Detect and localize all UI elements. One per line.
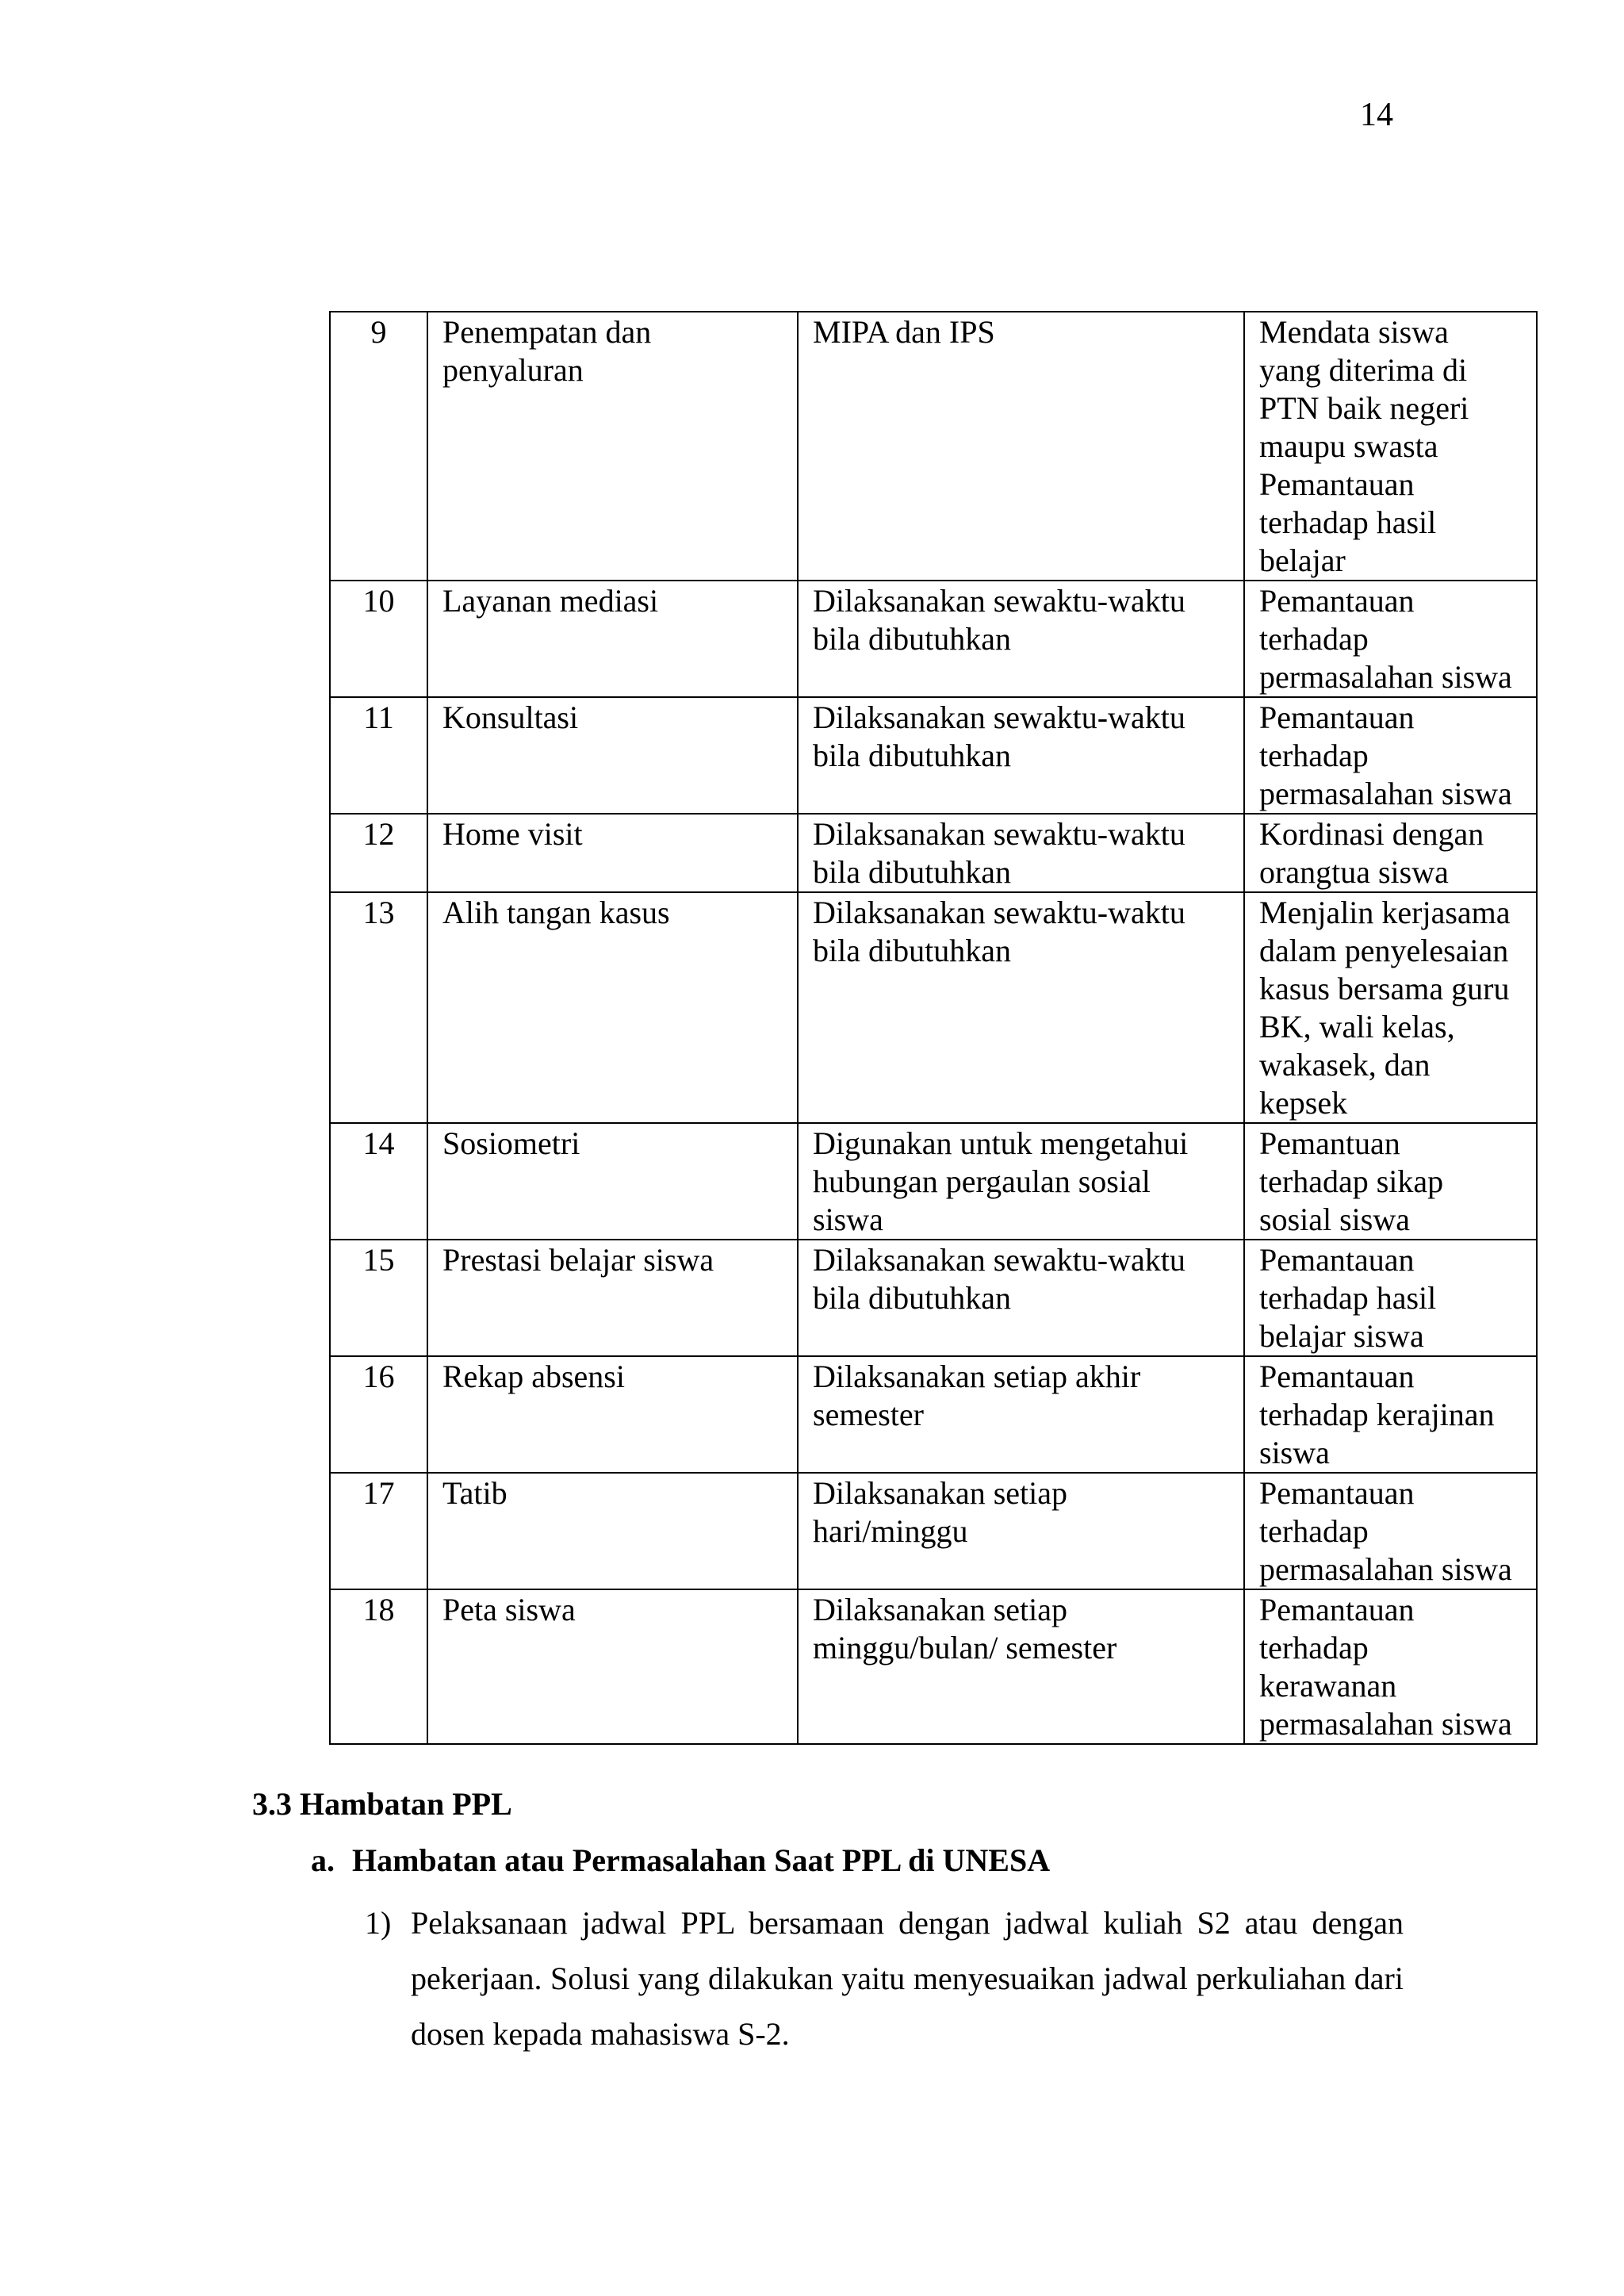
cell-number: 13	[330, 892, 427, 1123]
cell-line: Rekap absensi	[442, 1359, 625, 1394]
cell-line: permasalahan siswa	[1259, 1706, 1512, 1742]
cell-line: bila dibutuhkan	[813, 738, 1011, 773]
section-heading: 3.3 Hambatan PPL	[252, 1786, 512, 1822]
table-row	[330, 1123, 1537, 1240]
cell-line: belajar	[1259, 542, 1346, 578]
cell-line: Dilaksanakan sewaktu-waktu	[813, 816, 1185, 852]
cell-line: Dilaksanakan setiap	[813, 1592, 1067, 1627]
cell-line: Mendata siswa	[1259, 314, 1449, 350]
list-item-text: Pelaksanaan jadwal PPL bersamaan dengan jadwal kuliah S2 atau dengan pekerjaan. Solusi yang dilakukan yaitu menyesuaikan jadwal perkuliahan dari dosen kepada mahasiswa S-2.	[411, 1905, 1404, 2052]
table-row	[330, 581, 1537, 697]
cell-line: wakasek, dan	[1259, 1047, 1431, 1083]
cell-description	[798, 814, 1244, 892]
cell-description	[798, 1589, 1244, 1744]
cell-line: Pemantauan	[1259, 1242, 1415, 1278]
cell-description	[798, 312, 1244, 581]
cell-description	[798, 1240, 1244, 1356]
cell-line: kasus bersama guru	[1259, 971, 1510, 1006]
cell-description	[798, 1123, 1244, 1240]
cell-line: Pemantauan	[1259, 700, 1415, 735]
cell-line: hari/minggu	[813, 1513, 968, 1549]
cell-activity-name	[427, 312, 798, 581]
cell-line: PTN baik negeri	[1259, 390, 1469, 426]
cell-line: Peta siswa	[442, 1592, 576, 1627]
cell-follow-up	[1244, 312, 1537, 581]
cell-number: 17	[330, 1473, 427, 1589]
cell-line: Home visit	[442, 816, 583, 852]
cell-activity-name	[427, 814, 798, 892]
cell-line: MIPA dan IPS	[813, 314, 995, 350]
cell-line: terhadap hasil	[1259, 504, 1437, 540]
cell-activity-name	[427, 1356, 798, 1473]
cell-follow-up	[1244, 1589, 1537, 1744]
cell-line: bila dibutuhkan	[813, 854, 1011, 890]
cell-follow-up	[1244, 1240, 1537, 1356]
cell-line: yang diterima di	[1259, 352, 1468, 388]
cell-activity-name	[427, 581, 798, 697]
cell-line: hubungan pergaulan sosial	[813, 1163, 1151, 1199]
cell-description	[798, 1473, 1244, 1589]
cell-line: terhadap sikap	[1259, 1163, 1444, 1199]
cell-activity-name	[427, 697, 798, 814]
cell-line: minggu/bulan/ semester	[813, 1630, 1117, 1665]
cell-line: Dilaksanakan sewaktu-waktu	[813, 1242, 1185, 1278]
table-row	[330, 1356, 1537, 1473]
cell-follow-up	[1244, 892, 1537, 1123]
cell-line: kerawanan	[1259, 1668, 1397, 1704]
table-row	[330, 1589, 1537, 1744]
cell-line: Kordinasi dengan	[1259, 816, 1484, 852]
cell-line: bila dibutuhkan	[813, 1280, 1011, 1316]
table-body	[330, 312, 1537, 1744]
cell-description	[798, 892, 1244, 1123]
cell-line: Penempatan dan	[442, 314, 652, 350]
cell-follow-up	[1244, 581, 1537, 697]
cell-line: Pemantauan	[1259, 1475, 1415, 1511]
list-item-number: 1)	[365, 1905, 392, 1941]
cell-description	[798, 1356, 1244, 1473]
cell-line: Pemantauan	[1259, 466, 1415, 502]
cell-line: Pemantauan	[1259, 1592, 1415, 1627]
cell-line: bila dibutuhkan	[813, 621, 1011, 657]
cell-activity-name	[427, 892, 798, 1123]
cell-activity-name	[427, 1473, 798, 1589]
cell-line: terhadap	[1259, 1630, 1369, 1665]
cell-line: terhadap	[1259, 621, 1369, 657]
sub-heading-marker: a.	[311, 1842, 335, 1878]
cell-line: Konsultasi	[442, 700, 579, 735]
cell-line: Digunakan untuk mengetahui	[813, 1125, 1189, 1161]
cell-line: terhadap kerajinan	[1259, 1397, 1495, 1432]
cell-line: Dilaksanakan setiap akhir	[813, 1359, 1141, 1394]
cell-line: BK, wali kelas,	[1259, 1009, 1455, 1045]
table-row	[330, 312, 1537, 581]
cell-line: permasalahan siswa	[1259, 659, 1512, 695]
cell-line: Menjalin kerjasama	[1259, 895, 1511, 930]
cell-line: kepsek	[1259, 1085, 1348, 1121]
table-row	[330, 892, 1537, 1123]
cell-line: terhadap hasil	[1259, 1280, 1437, 1316]
cell-line: Layanan mediasi	[442, 583, 659, 619]
cell-number: 18	[330, 1589, 427, 1744]
cell-line: Dilaksanakan sewaktu-waktu	[813, 583, 1185, 619]
cell-number: 12	[330, 814, 427, 892]
list-item	[365, 1895, 1404, 2062]
cell-number: 15	[330, 1240, 427, 1356]
cell-activity-name	[427, 1589, 798, 1744]
sub-heading	[311, 1840, 1050, 1881]
cell-line: belajar siswa	[1259, 1318, 1424, 1354]
cell-line: sosial siswa	[1259, 1202, 1410, 1237]
cell-activity-name	[427, 1123, 798, 1240]
cell-line: siswa	[1259, 1435, 1330, 1470]
cell-description	[798, 581, 1244, 697]
cell-line: Dilaksanakan sewaktu-waktu	[813, 895, 1185, 930]
cell-number: 16	[330, 1356, 427, 1473]
activity-table	[329, 311, 1538, 1745]
cell-follow-up	[1244, 1123, 1537, 1240]
cell-number: 14	[330, 1123, 427, 1240]
cell-line: Pemantuan	[1259, 1125, 1400, 1161]
cell-line: siswa	[813, 1202, 883, 1237]
cell-line: terhadap	[1259, 738, 1369, 773]
cell-activity-name	[427, 1240, 798, 1356]
cell-line: Dilaksanakan setiap	[813, 1475, 1067, 1511]
cell-number: 9	[330, 312, 427, 581]
table-row	[330, 1473, 1537, 1589]
cell-line: bila dibutuhkan	[813, 933, 1011, 968]
table-row	[330, 1240, 1537, 1356]
page-number: 14	[1360, 97, 1393, 133]
cell-follow-up	[1244, 1473, 1537, 1589]
cell-line: permasalahan siswa	[1259, 776, 1512, 811]
cell-follow-up	[1244, 1356, 1537, 1473]
table-row	[330, 697, 1537, 814]
cell-line: Prestasi belajar siswa	[442, 1242, 714, 1278]
cell-description	[798, 697, 1244, 814]
cell-follow-up	[1244, 814, 1537, 892]
cell-line: dalam penyelesaian	[1259, 933, 1509, 968]
cell-line: orangtua siswa	[1259, 854, 1449, 890]
cell-line: Dilaksanakan sewaktu-waktu	[813, 700, 1185, 735]
cell-line: Alih tangan kasus	[442, 895, 670, 930]
cell-line: Pemantauan	[1259, 1359, 1415, 1394]
sub-heading-text: Hambatan atau Permasalahan Saat PPL di UNESA	[352, 1842, 1051, 1878]
cell-line: maupu swasta	[1259, 428, 1438, 464]
cell-line: semester	[813, 1397, 924, 1432]
table-row	[330, 814, 1537, 892]
cell-line: penyaluran	[442, 352, 584, 388]
cell-line: terhadap	[1259, 1513, 1369, 1549]
cell-number: 11	[330, 697, 427, 814]
cell-line: Tatib	[442, 1475, 508, 1511]
cell-line: Sosiometri	[442, 1125, 580, 1161]
cell-line: Pemantauan	[1259, 583, 1415, 619]
cell-line: permasalahan siswa	[1259, 1551, 1512, 1587]
cell-follow-up	[1244, 697, 1537, 814]
cell-number: 10	[330, 581, 427, 697]
